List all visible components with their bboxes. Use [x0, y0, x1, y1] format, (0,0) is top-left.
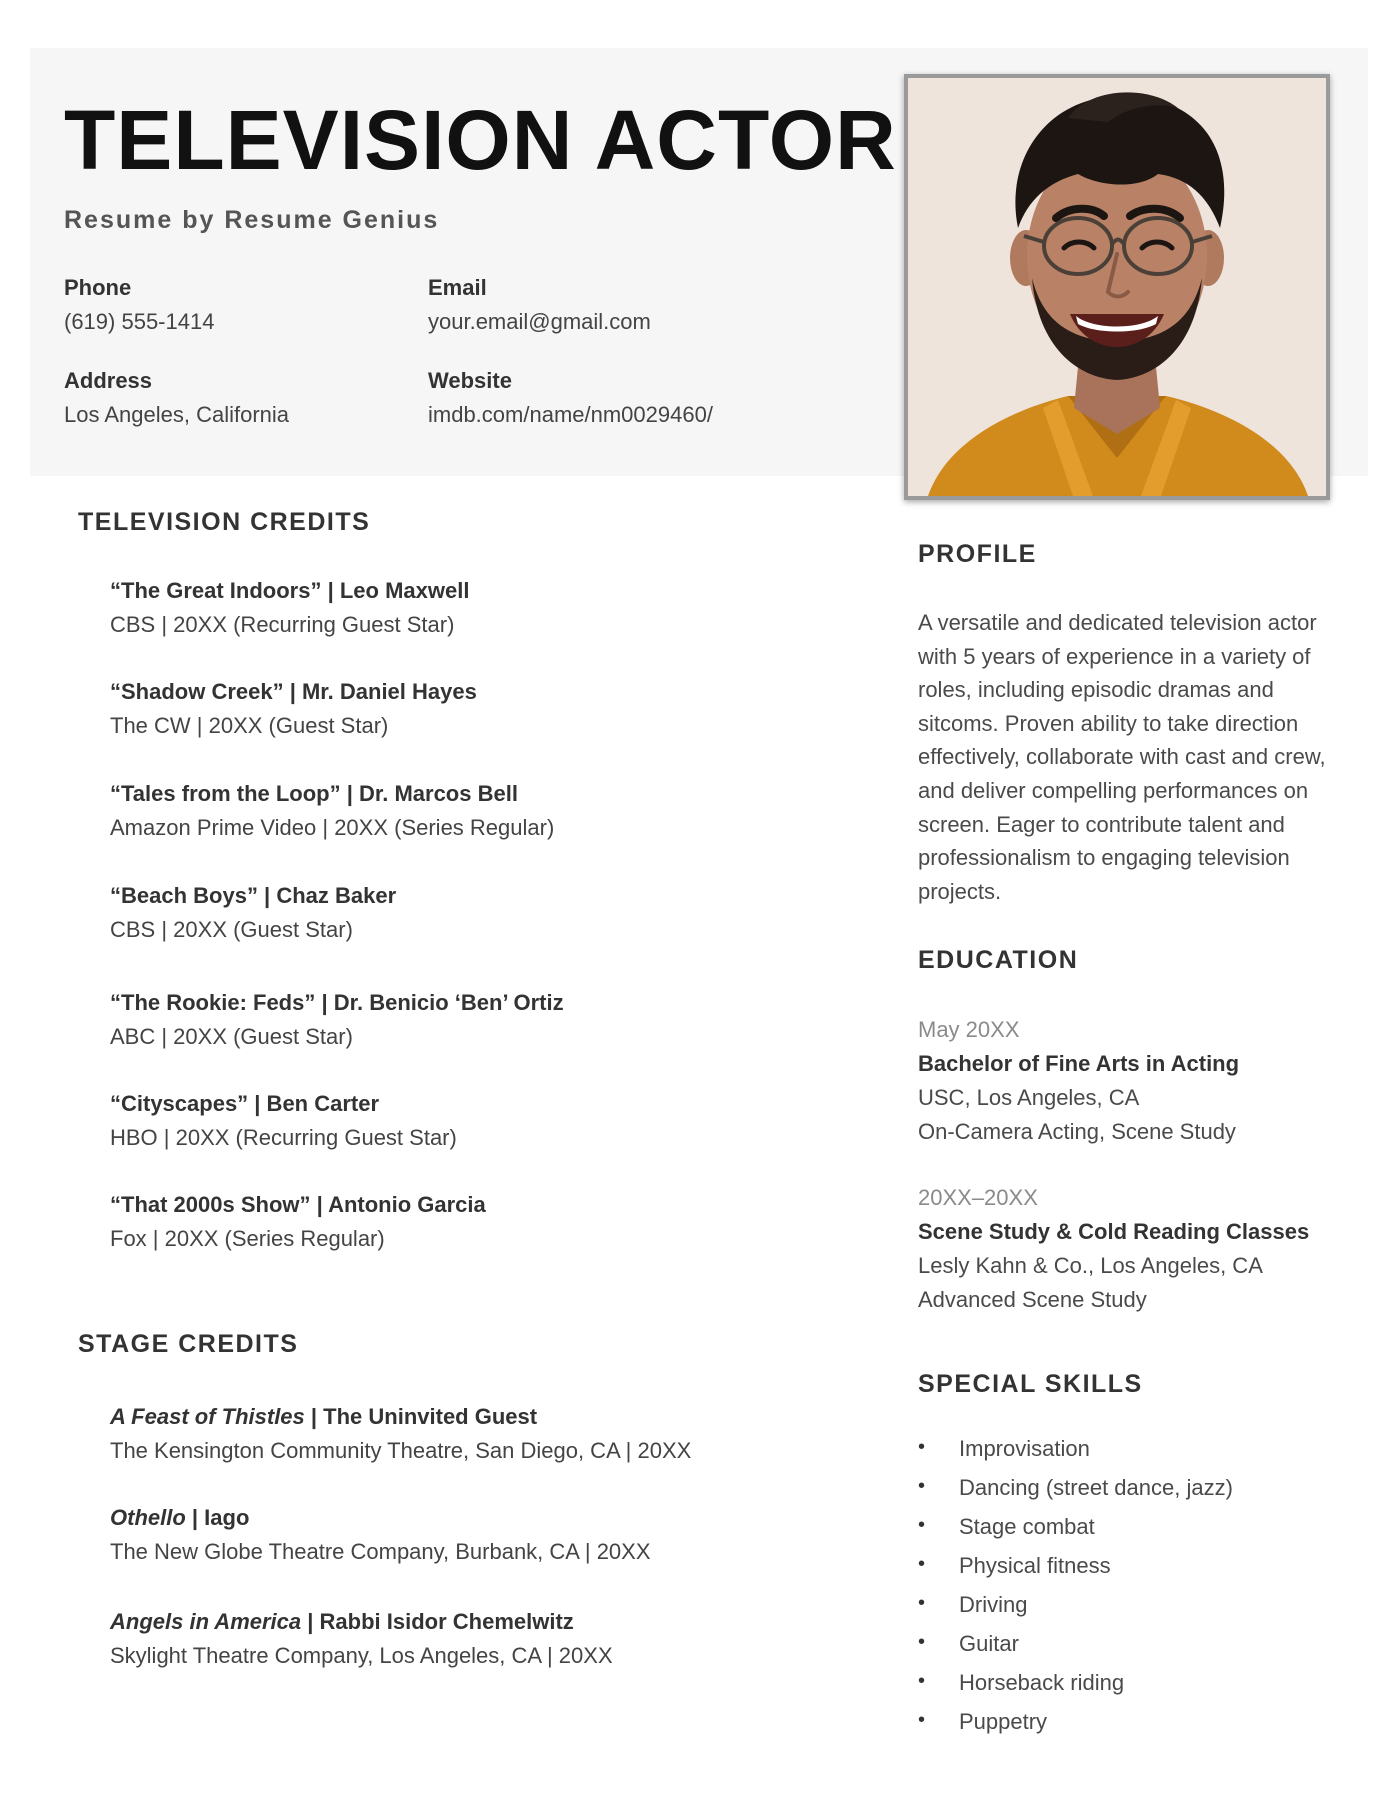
skill-label: Horseback riding	[959, 1670, 1125, 1695]
skill-label: Improvisation	[959, 1436, 1090, 1461]
stage-credit-detail: The New Globe Theatre Company, Burbank, CA | 20XX	[110, 1539, 651, 1564]
skill-label: Stage combat	[959, 1514, 1095, 1539]
stage-credit	[110, 1505, 810, 1565]
stage-credit-play: Angels in America	[110, 1609, 302, 1634]
bullet-icon: •	[918, 1709, 926, 1731]
resume-subtitle: Resume by Resume Genius	[64, 206, 440, 234]
website-label: Website	[428, 368, 512, 393]
education-focus: On-Camera Acting, Scene Study	[918, 1119, 1236, 1144]
stage-credit-detail: The Kensington Community Theatre, San Diego, CA | 20XX	[110, 1438, 692, 1463]
tv-credit-detail: CBS | 20XX (Guest Star)	[110, 917, 353, 942]
education-entry	[918, 1017, 1358, 1153]
tv-credit	[110, 1091, 810, 1151]
stage-credit	[110, 1404, 810, 1464]
stage-credits-heading: STAGE CREDITS	[78, 1330, 299, 1358]
education-date: May 20XX	[918, 1017, 1020, 1042]
education-degree: Scene Study & Cold Reading Classes	[918, 1219, 1310, 1244]
education-heading: EDUCATION	[918, 946, 1079, 974]
contact-website	[428, 368, 713, 428]
tv-credit-title: “The Rookie: Feds” | Dr. Benicio ‘Ben’ Ortiz	[110, 990, 564, 1015]
tv-credit-title: “Beach Boys” | Chaz Baker	[110, 883, 397, 908]
contact-email	[428, 275, 651, 335]
bullet-icon: •	[918, 1436, 926, 1458]
education-school: USC, Los Angeles, CA	[918, 1085, 1140, 1110]
bullet-icon: •	[918, 1553, 926, 1575]
phone-label: Phone	[64, 275, 132, 300]
phone-value: (619) 555-1414	[64, 309, 215, 334]
contact-phone	[64, 275, 214, 335]
tv-credit-detail: Fox | 20XX (Series Regular)	[110, 1226, 385, 1251]
skills-list	[918, 1436, 1233, 1748]
bullet-icon: •	[918, 1631, 926, 1653]
address-label: Address	[64, 368, 153, 393]
skill-label: Driving	[959, 1592, 1028, 1617]
tv-credit-detail: Amazon Prime Video | 20XX (Series Regular)	[110, 815, 555, 840]
stage-credit-role: | Iago	[191, 1505, 250, 1530]
skill-label: Puppetry	[959, 1709, 1048, 1734]
address-value: Los Angeles, California	[64, 402, 290, 427]
resume-title: TELEVISION ACTOR	[64, 93, 897, 187]
skill-item	[918, 1475, 1233, 1514]
tv-credit	[110, 781, 810, 841]
tv-credit	[110, 883, 810, 943]
education-focus: Advanced Scene Study	[918, 1287, 1147, 1312]
education-degree: Bachelor of Fine Arts in Acting	[918, 1051, 1240, 1076]
skill-item	[918, 1436, 1233, 1475]
education-entry	[918, 1185, 1358, 1321]
special-skills-heading: SPECIAL SKILLS	[918, 1370, 1143, 1398]
education-school: Lesly Kahn & Co., Los Angeles, CA	[918, 1253, 1263, 1278]
stage-credit-role: | The Uninvited Guest	[310, 1404, 538, 1429]
stage-credit-role: | Rabbi Isidor Chemelwitz	[307, 1609, 574, 1634]
tv-credit-detail: ABC | 20XX (Guest Star)	[110, 1024, 353, 1049]
website-value[interactable]: imdb.com/name/nm0029460/	[428, 402, 713, 427]
email-value[interactable]: your.email@gmail.com	[428, 309, 651, 334]
profile-heading: PROFILE	[918, 540, 1037, 568]
stage-credit-play: A Feast of Thistles	[110, 1404, 305, 1429]
contact-address	[64, 368, 289, 428]
skill-item	[918, 1592, 1233, 1631]
profile-summary: A versatile and dedicated television actor with 5 years of experience in a variety of roles, including episodic dramas and sitcoms. Proven ability to take direction effectively, collaborate with cast and crew, and deliver compelling performances on screen. Eager to contribute talent and professionalism to engaging television projects.	[918, 610, 1326, 904]
stage-credit-detail: Skylight Theatre Company, Los Angeles, CA | 20XX	[110, 1643, 613, 1668]
bullet-icon: •	[918, 1475, 926, 1497]
stage-credit-title	[110, 1404, 810, 1430]
tv-credit	[110, 1192, 810, 1252]
headshot-photo	[904, 74, 1330, 500]
skill-item	[918, 1553, 1233, 1592]
television-credits-heading: TELEVISION CREDITS	[78, 508, 371, 536]
stage-credit-title	[110, 1505, 810, 1531]
tv-credit-detail: HBO | 20XX (Recurring Guest Star)	[110, 1125, 457, 1150]
stage-credit	[110, 1609, 810, 1669]
skill-item	[918, 1631, 1233, 1670]
skill-item	[918, 1709, 1233, 1748]
skill-label: Physical fitness	[959, 1553, 1111, 1578]
tv-credit-title: “Shadow Creek” | Mr. Daniel Hayes	[110, 679, 477, 704]
stage-credit-title	[110, 1609, 810, 1635]
tv-credit-title: “Cityscapes” | Ben Carter	[110, 1091, 380, 1116]
tv-credit-title: “That 2000s Show” | Antonio Garcia	[110, 1192, 486, 1217]
tv-credit	[110, 578, 810, 638]
tv-credit	[110, 679, 810, 739]
bullet-icon: •	[918, 1670, 926, 1692]
bullet-icon: •	[918, 1514, 926, 1536]
email-label: Email	[428, 275, 487, 300]
skill-label: Dancing (street dance, jazz)	[959, 1475, 1233, 1500]
bullet-icon: •	[918, 1592, 926, 1614]
tv-credit-detail: CBS | 20XX (Recurring Guest Star)	[110, 612, 455, 637]
stage-credit-play: Othello	[110, 1505, 186, 1530]
headshot-illustration	[908, 78, 1326, 496]
education-date: 20XX–20XX	[918, 1185, 1038, 1210]
skill-item	[918, 1514, 1233, 1553]
tv-credit-detail: The CW | 20XX (Guest Star)	[110, 713, 389, 738]
skill-item	[918, 1670, 1233, 1709]
skill-label: Guitar	[959, 1631, 1019, 1656]
tv-credit-title: “Tales from the Loop” | Dr. Marcos Bell	[110, 781, 518, 806]
tv-credit	[110, 990, 810, 1050]
tv-credit-title: “The Great Indoors” | Leo Maxwell	[110, 578, 470, 603]
